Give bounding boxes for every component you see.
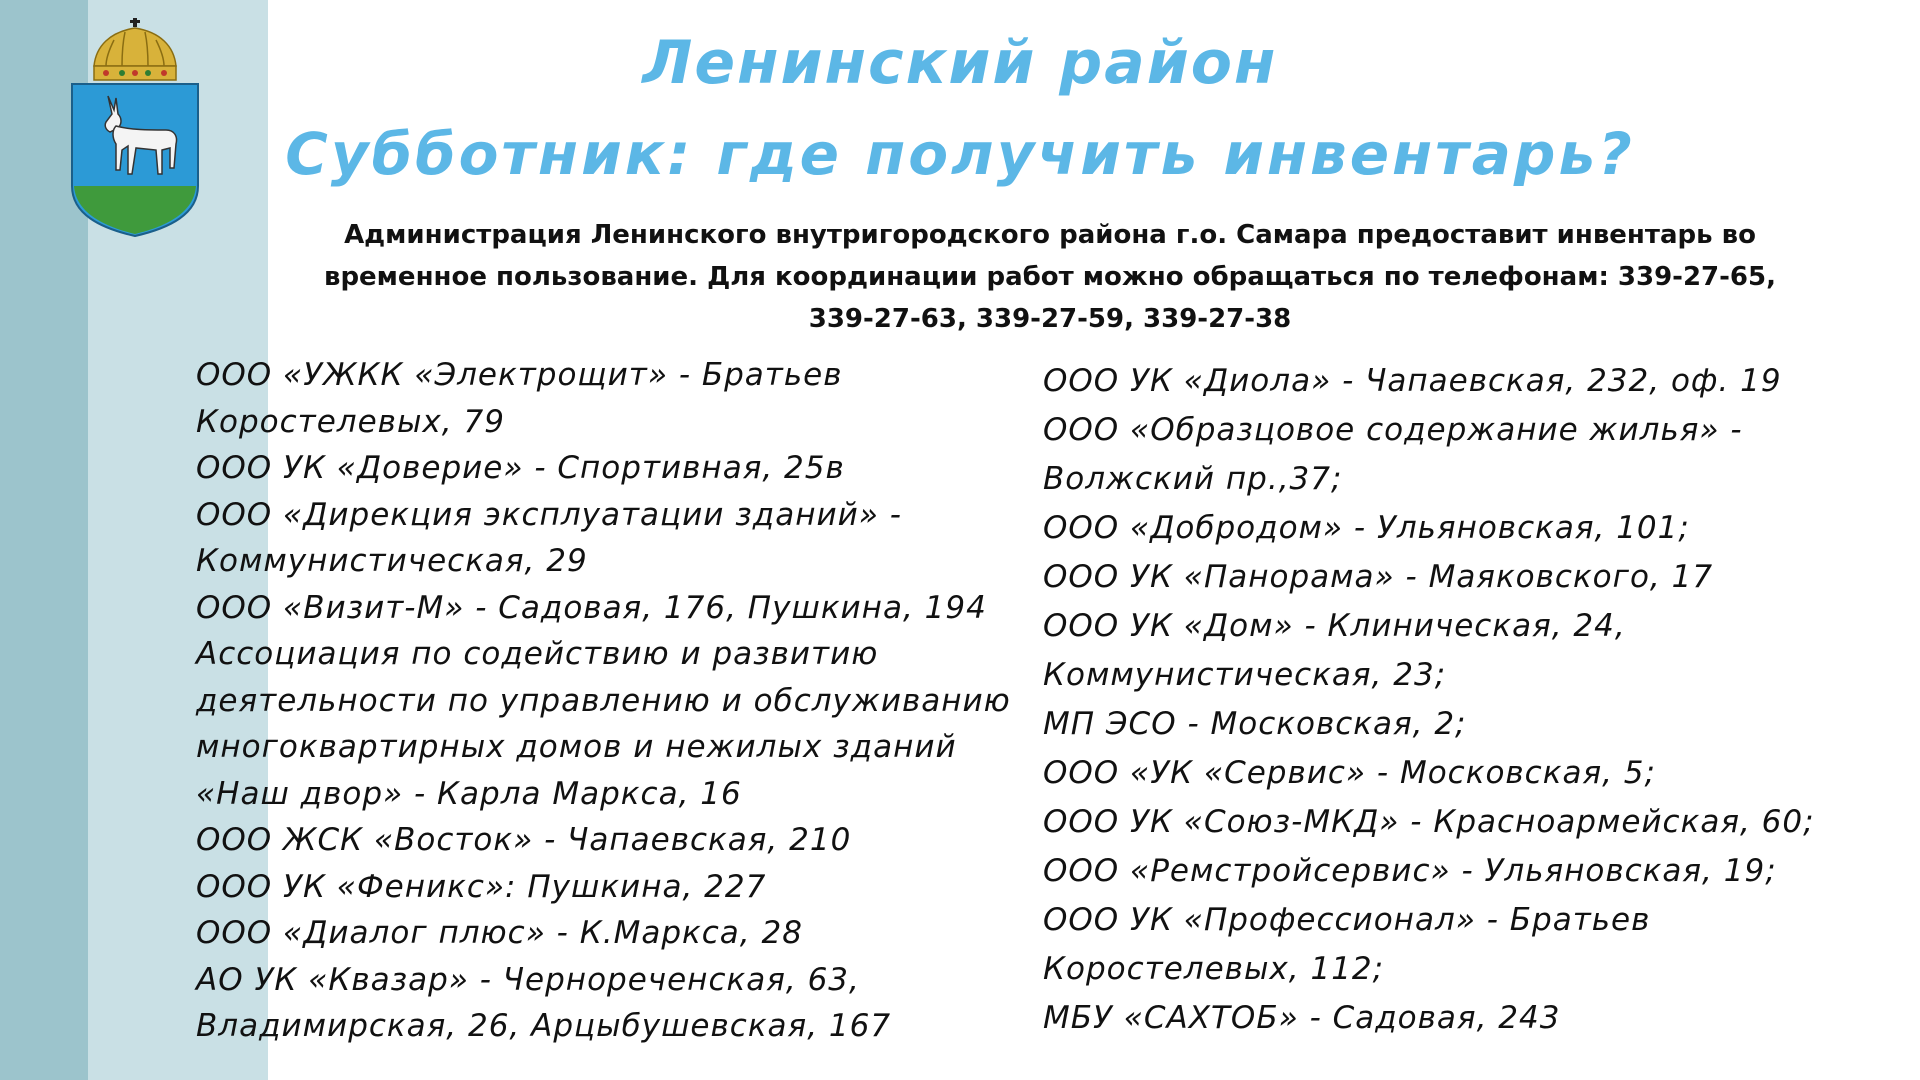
list-item: Ассоциация по содействию и развитию деятельности по управлению и обслуживанию многоквартирных домов и нежилых зданий «Наш двор» - Карла Маркса, 16 (196, 636, 1011, 812)
page-title: Ленинский район (642, 28, 1278, 98)
list-item: ООО УК «Дом» - Клиническая, 24, Коммунистическая, 23; (1043, 608, 1626, 693)
list-item: АО УК «Квазар» - Чернореченская, 63, Владимирская, 26, Арцыбушевская, 167 (196, 961, 892, 1044)
list-item: ООО «Ремстройсервис» - Ульяновская, 19; (1043, 853, 1777, 889)
list-item: ООО УК «Союз-МКД» - Красноармейская, 60; (1043, 804, 1815, 840)
list-item: ООО УК «Диола» - Чапаевская, 232, оф. 19 (1043, 363, 1782, 399)
list-item: ООО «УЖКК «Электрощит» - Братьев Коростелевых, 79 (196, 357, 843, 440)
list-item: ООО «Образцовое содержание жилья» - Волжский пр.,37; (1043, 412, 1743, 497)
page-subtitle: Субботник: где получить инвентарь? (285, 120, 1635, 188)
right-organization-list (1043, 357, 1883, 1043)
list-item: ООО «УК «Сервис» - Московская, 5; (1043, 755, 1656, 791)
list-item: ООО «Визит-М» - Садовая, 176, Пушкина, 194 (196, 589, 987, 626)
list-item: ООО «Дирекция эксплуатации зданий» - Коммунистическая, 29 (196, 496, 902, 579)
list-item: ООО УК «Феникс»: Пушкина, 227 (196, 868, 767, 905)
left-organization-list (196, 352, 1036, 1050)
list-item: МП ЭСО - Московская, 2; (1043, 706, 1467, 742)
list-item: ООО УК «Доверие» - Спортивная, 25в (196, 450, 845, 486)
intro-text (260, 214, 1840, 340)
list-item: ООО «Добродом» - Ульяновская, 101; (1043, 510, 1690, 546)
list-item: ООО УК «Профессионал» - Братьев Коростелевых, 112; (1043, 902, 1651, 987)
intro-line: Администрация Ленинского внутригородского района г.о. Самара предоставит инвентарь во (344, 220, 1756, 250)
intro-line: 339-27-63, 339-27-59, 339-27-38 (808, 304, 1292, 334)
list-item: МБУ «САХТОБ» - Садовая, 243 (1043, 1000, 1561, 1036)
list-item: ООО ЖСК «Восток» - Чапаевская, 210 (196, 822, 852, 858)
list-item: ООО УК «Панорама» - Маяковского, 17 (1043, 559, 1714, 595)
list-item: ООО «Диалог плюс» - К.Маркса, 28 (196, 915, 803, 951)
intro-line: временное пользование. Для координации работ можно обращаться по телефонам: 339-27-65, (323, 262, 1776, 292)
